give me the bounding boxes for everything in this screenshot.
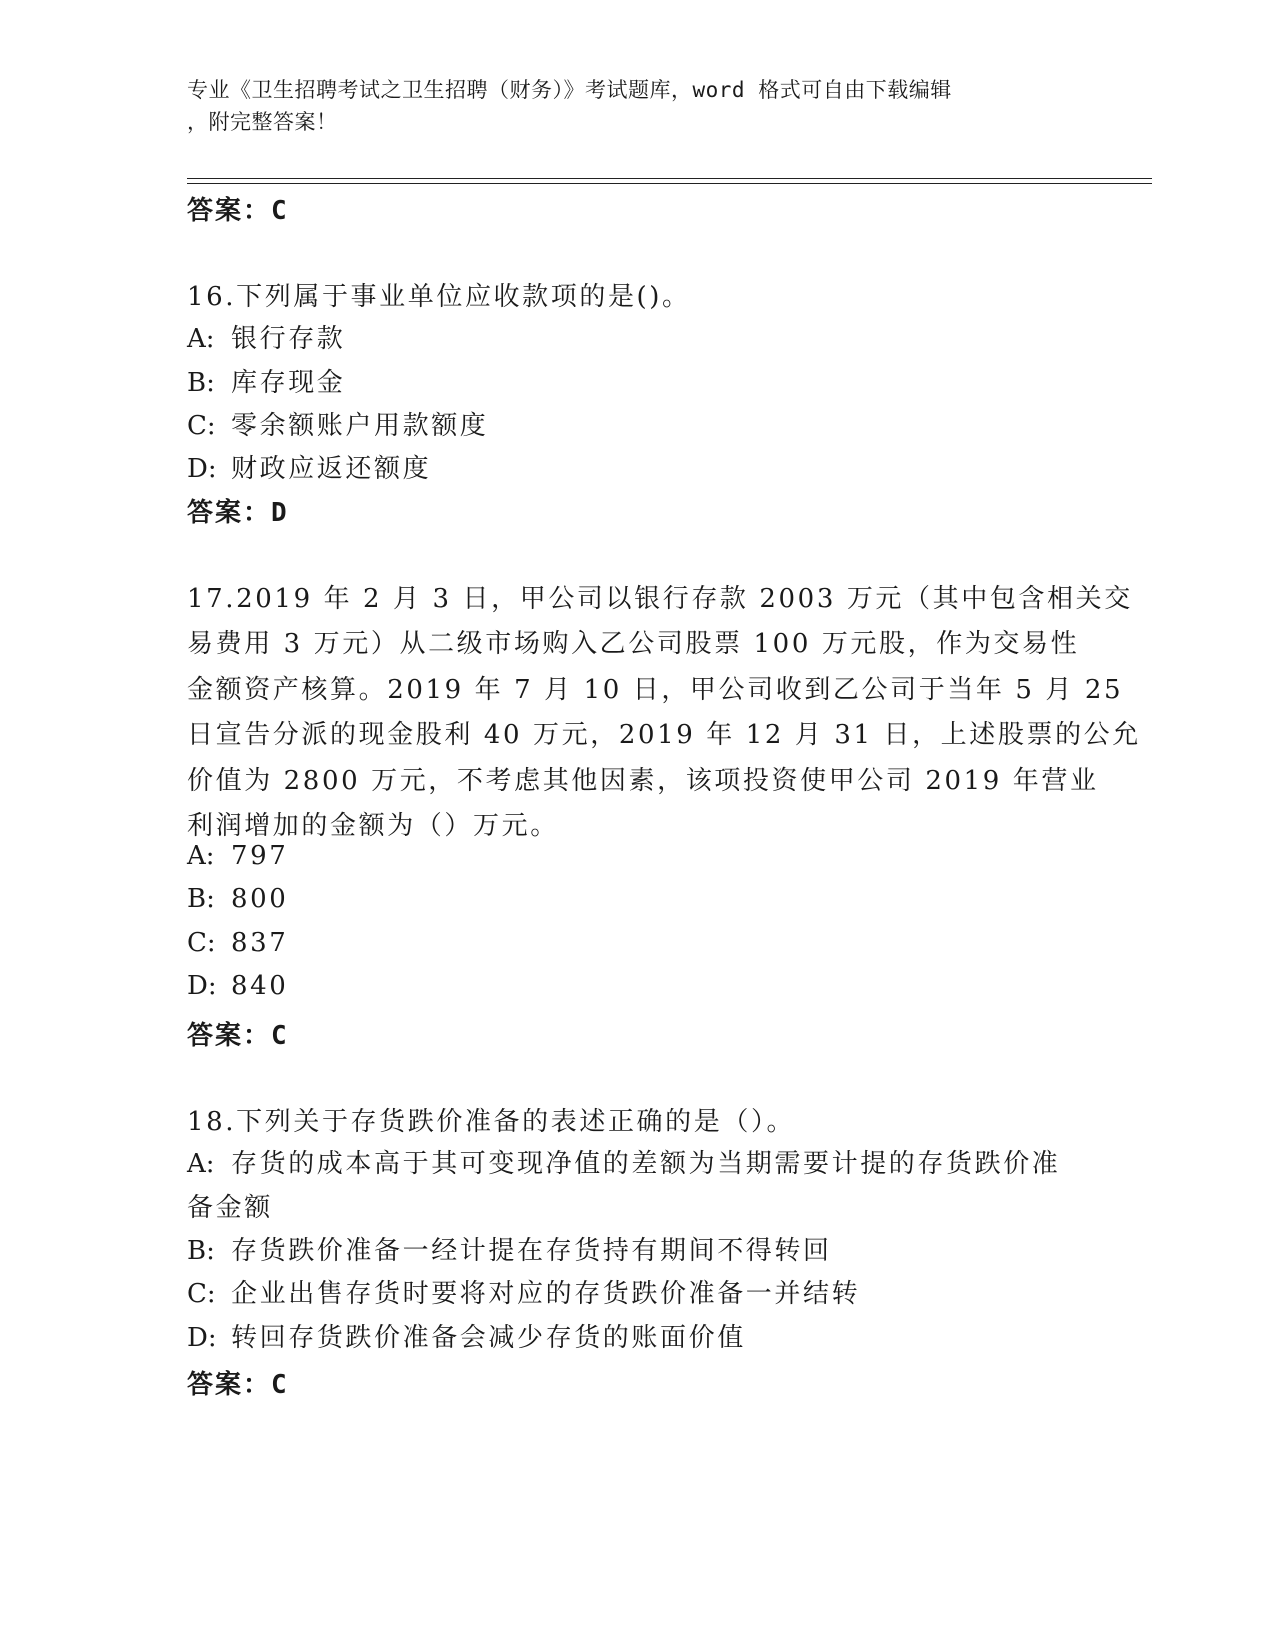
- q18-option-a: [187, 1143, 1060, 1180]
- answer-label: 答案：: [187, 196, 272, 226]
- q18-stem: [187, 1100, 1087, 1145]
- q16-option-a: [187, 318, 345, 355]
- option-text: 837: [231, 928, 289, 958]
- option-key: D:: [187, 454, 217, 484]
- option-text: 840: [231, 971, 289, 1001]
- option-key: A:: [187, 324, 215, 354]
- q17-stem: [187, 577, 1141, 849]
- q17-line: 17.2019 年 2 月 3 日，甲公司以银行存款 2003 万元（其中包含相关交: [187, 584, 1133, 614]
- q17-option-c: [187, 928, 288, 958]
- option-key: B:: [187, 368, 215, 398]
- answer-label: 答案：: [187, 1021, 272, 1051]
- q16-option-c: [187, 405, 488, 442]
- q17-line: 价值为 2800 万元，不考虑其他因素，该项投资使甲公司 2019 年营业: [187, 765, 1099, 796]
- header-divider-top: [187, 178, 1152, 179]
- option-text: 800: [231, 884, 289, 914]
- q16-option-b: [187, 362, 345, 399]
- option-text: 企业出售存货时要将对应的存货跌价准备一并结转: [231, 1279, 861, 1309]
- answer-label: 答案：: [187, 498, 272, 528]
- option-text: 零余额账户用款额度: [231, 411, 489, 441]
- q18-option-b: [187, 1230, 832, 1267]
- option-key: C:: [187, 1279, 216, 1309]
- q16-line: 16.下列属于事业单位应收款项的是()。: [187, 282, 691, 312]
- answer-value: C: [271, 196, 287, 226]
- q18-answer: [187, 1364, 287, 1401]
- q17-line: 日宣告分派的现金股利 40 万元，2019 年 12 月 31 日，上述股票的公允: [187, 720, 1141, 751]
- q15-answer: [187, 190, 287, 227]
- option-key: A:: [187, 841, 215, 871]
- q18-option-a-cont: [187, 1187, 273, 1224]
- q18-option-c: [187, 1273, 860, 1310]
- document-header: [187, 74, 1087, 138]
- option-key: B:: [187, 1236, 215, 1266]
- q17-line: 利润增加的金额为（）万元。: [187, 811, 559, 842]
- header-line-1: 专业《卫生招聘考试之卫生招聘（财务）》考试题库，word 格式可自由下载编辑: [187, 78, 952, 102]
- q17-option-d: [187, 971, 288, 1001]
- option-key: A:: [187, 1149, 215, 1179]
- option-text: 银行存款: [231, 324, 346, 354]
- q17-option-b: [187, 884, 288, 914]
- q18-option-d: [187, 1317, 746, 1354]
- header-divider-bottom: [187, 183, 1152, 184]
- option-key: C:: [187, 411, 216, 441]
- q17-answer: [187, 1015, 287, 1052]
- option-text: 797: [231, 841, 289, 871]
- option-text: 存货跌价准备一经计提在存货持有期间不得转回: [231, 1236, 832, 1266]
- answer-value: C: [271, 1370, 287, 1400]
- q17-option-a: [187, 841, 288, 871]
- q17-line: 金额资产核算。2019 年 7 月 10 日，甲公司收到乙公司于当年 5 月 25: [187, 674, 1124, 705]
- answer-value: C: [271, 1021, 287, 1051]
- option-text: 存货的成本高于其可变现净值的差额为当期需要计提的存货跌价准: [231, 1149, 1061, 1179]
- option-key: B:: [187, 884, 215, 914]
- answer-value: D: [271, 498, 287, 528]
- option-key: C:: [187, 928, 216, 958]
- option-text: 库存现金: [231, 368, 346, 398]
- q18-line: 18.下列关于存货跌价准备的表述正确的是（）。: [187, 1107, 796, 1137]
- q17-line: 易费用 3 万元）从二级市场购入乙公司股票 100 万元股，作为交易性: [187, 629, 1080, 660]
- answer-label: 答案：: [187, 1370, 272, 1400]
- q16-stem: [187, 275, 1087, 320]
- option-key: D:: [187, 1323, 217, 1353]
- option-text-cont: 备金额: [187, 1193, 273, 1223]
- option-key: D:: [187, 971, 217, 1001]
- option-text: 转回存货跌价准备会减少存货的账面价值: [231, 1323, 746, 1353]
- option-text: 财政应返还额度: [231, 454, 432, 484]
- q16-answer: [187, 492, 287, 529]
- q16-option-d: [187, 448, 431, 485]
- header-line-2: ，附完整答案！: [187, 110, 338, 134]
